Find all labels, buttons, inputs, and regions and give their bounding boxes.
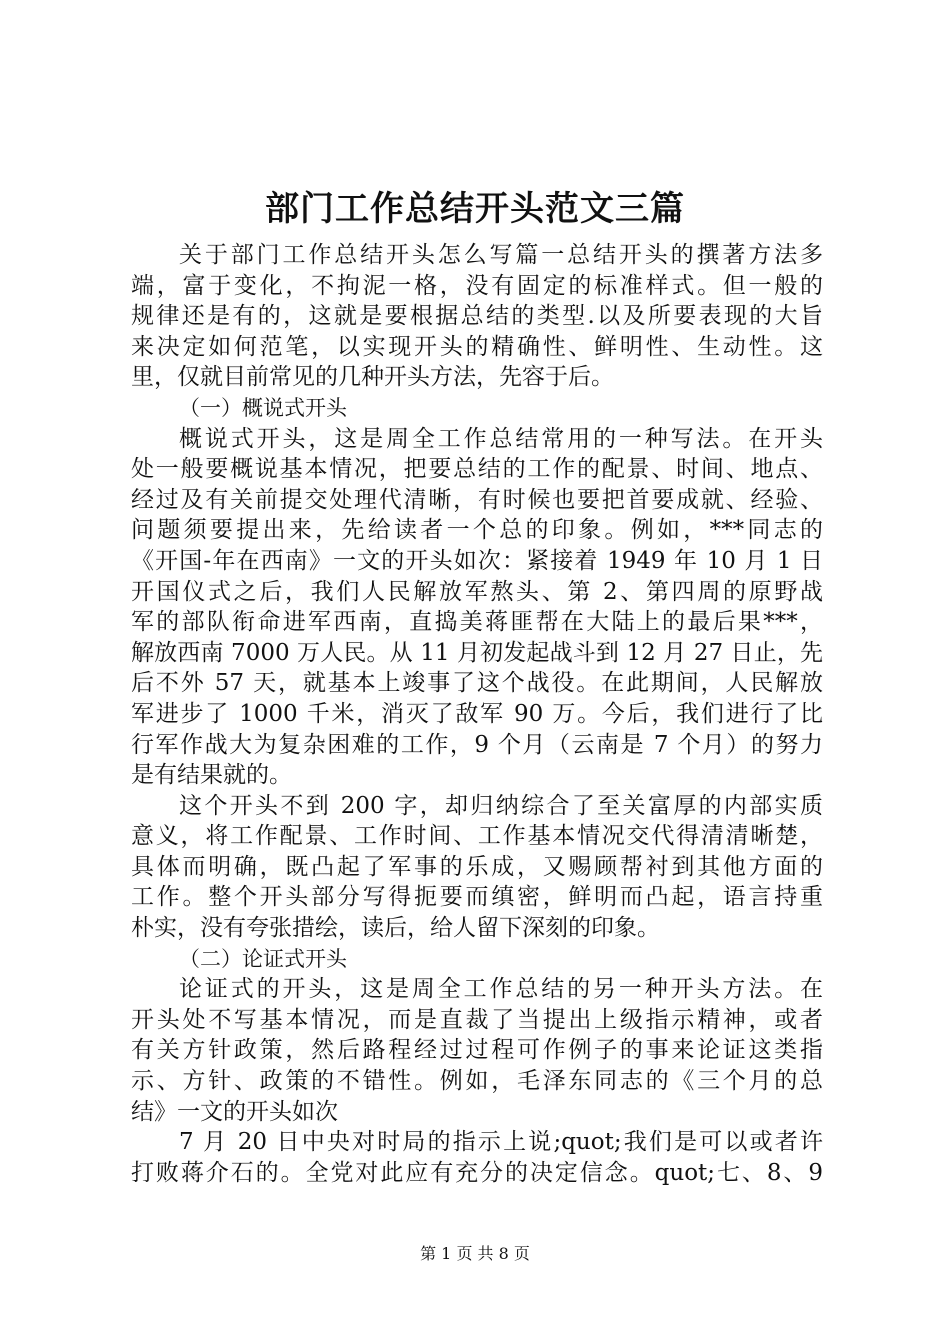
text-line: 军进步了 1000 千米，消灭了敌军 90 万。今后，我们进行了比	[131, 700, 823, 727]
text-line: 有关方针政策，然后路程经过过程可作例子的事来论证这类指	[131, 1037, 823, 1064]
text-line: 经过及有关前提交处理代清晰，有时候也要把首要成就、经验、	[131, 486, 823, 513]
text-line: 行军作战大为复杂困难的工作，9 个月（云南是 7 个月）的努力	[131, 731, 823, 758]
text-line: 问题须要提出来，先给读者一个总的印象。例如，***同志的	[131, 517, 823, 544]
section-heading-1: （一）概说式开头	[179, 395, 347, 420]
page-footer: 第 1 页 共 8 页	[420, 1244, 530, 1263]
text-line: 意义，将工作配景、工作时间、工作基本情况交代得清清晰楚，	[131, 823, 823, 850]
text-line: 论证式的开头，这是周全工作总结的另一种开头方法。在	[179, 976, 823, 1003]
text-line: 后不外 57 天，就基本上竣事了这个战役。在此期间，人民解放	[131, 670, 823, 697]
text-line: 端，富于变化，不拘泥一格，没有固定的标准样式。但一般的	[131, 272, 823, 299]
document-title: 部门工作总结开头范文三篇	[265, 189, 685, 229]
text-line: 规律还是有的，这就是要根据总结的类型.以及所要表现的大旨	[131, 303, 823, 330]
text-line: 具体而明确，既凸起了军事的乐成，又赐顾帮衬到其他方面的	[131, 853, 823, 880]
text-line: 军的部队衔命进军西南，直捣美蒋匪帮在大陆上的最后果***，	[131, 609, 823, 636]
document-body	[131, 240, 823, 1188]
text-line: 7 月 20 日中央对时局的指示上说;quot;我们是可以或者许	[179, 1129, 823, 1156]
text-line: 示、方针、政策的不错性。例如，毛泽东同志的《三个月的总	[131, 1068, 823, 1095]
text-line: 处一般要概说基本情况，把要总结的工作的配景、时间、地点、	[131, 456, 823, 483]
text-line: 开头处不写基本情况，而是直裁了当提出上级指示精神，或者	[131, 1006, 823, 1033]
text-line: 打败蒋介石的。全党对此应有充分的决定信念。quot;七、8、9	[131, 1159, 823, 1186]
text-line: 结》一文的开头如次	[131, 1098, 338, 1125]
text-line: 解放西南 7000 万人民。从 11 月初发起战斗到 12 月 27 日止，先	[131, 639, 823, 666]
text-line: 开国仪式之后，我们人民解放军熬头、第 2、第四周的原野战	[131, 578, 823, 605]
text-line: 这个开头不到 200 字，却归纳综合了至关富厚的内部实质	[179, 792, 823, 819]
text-line: 是有结果就的。	[131, 762, 292, 789]
text-line: 关于部门工作总结开头怎么写篇一总结开头的撰著方法多	[179, 242, 823, 268]
text-line: 概说式开头，这是周全工作总结常用的一种写法。在开头	[179, 425, 823, 452]
text-line: 工作。整个开头部分写得扼要而缜密，鲜明而凸起，语言持重	[131, 884, 823, 911]
text-line: 里，仅就目前常见的几种开头方法，先容于后。	[131, 364, 614, 391]
text-line: 《开国-年在西南》一文的开头如次：紧接着 1949 年 10 月 1 日	[131, 547, 823, 574]
text-line: 朴实，没有夸张措绘，读后，给人留下深刻的印象。	[131, 915, 660, 942]
section-heading-2: （二）论证式开头	[179, 946, 347, 971]
text-line: 来决定如何范笔，以实现开头的精确性、鲜明性、生动性。这	[131, 333, 823, 360]
